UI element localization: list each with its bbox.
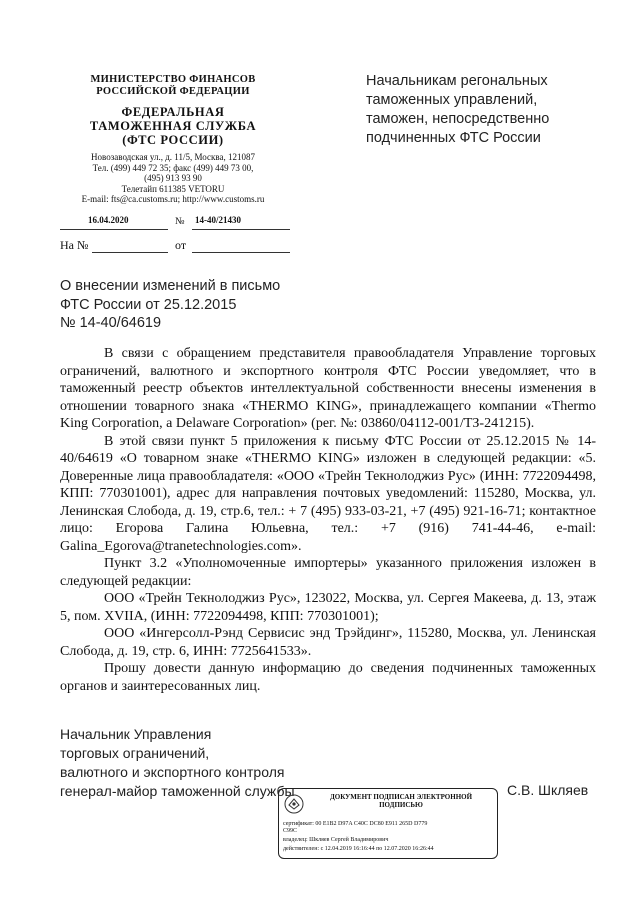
- subject-line-3: № 14-40/64619: [60, 315, 162, 331]
- registration-number: 14-40/21430: [195, 215, 241, 225]
- body-paragraph-6: Прошу довести данную информацию до сведения подчиненных таможенных органов и заинтересованных лиц.: [60, 661, 596, 694]
- registration-number-symbol: №: [175, 216, 185, 227]
- address-line-4: Телетайп 611385 VETORU: [121, 183, 225, 194]
- letter-body: [60, 345, 596, 695]
- service-address: [60, 152, 286, 205]
- signatory-line-4: генерал-майор таможенной службы: [60, 783, 295, 799]
- reference-no-underline: [92, 252, 168, 253]
- stamp-title-line-2: ПОДПИСЬЮ: [379, 801, 423, 809]
- reference-from-label: от: [175, 238, 187, 252]
- ministry-name: [60, 74, 286, 98]
- signatory-line-3: валютного и экспортного контроля: [60, 764, 285, 780]
- reference-no-label: На №: [60, 238, 89, 252]
- service-line-2: ТАМОЖЕННАЯ СЛУЖБА: [89, 119, 257, 133]
- emblem-icon: [283, 793, 305, 815]
- signatory-line-1: Начальник Управления: [60, 726, 212, 742]
- address-line-5: E-mail: fts@ca.customs.ru; http://www.customs.ru: [81, 194, 265, 204]
- address-line-3: (495) 913 93 90: [144, 173, 202, 183]
- stamp-certificate-cont: C99C: [283, 828, 298, 834]
- electronic-signature-stamp: [278, 788, 498, 859]
- stamp-title: [307, 793, 495, 809]
- body-paragraph-2: В этой связи пункт 5 приложения к письму ФТС России от 25.12.2015 № 14-40/64619 «О товарном знаке «THERMO KING» изложен в следующей редакции: «5. Доверенные лица правообладателя: «ООО «Трейн Текнолоджиз Рус» (ИНН: 7722094498, КПП: 770301001), адрес для направления почтовых уведомлений: 115280, Москва, ул. Ленинская Слобода, д. 19, стр.6, тел.: + 7 (495) 933-03-21, +7 (495) 921-16-71; контактное лицо: Егорова Галина Юльевна, тел.: +7 (916) 741-44-46, e-mail: Galina_Egorova@tranetechnologies.com».: [60, 433, 596, 554]
- body-paragraph-3: Пункт 3.2 «Уполномоченные импортеры» указанного приложения изложен в следующей редакции:: [60, 556, 596, 589]
- signatory-name: С.В. Шкляев: [507, 782, 589, 798]
- subject-line-2: ФТС России от 25.12.2015: [60, 296, 237, 313]
- signatory-title: [60, 725, 295, 801]
- recipient-line-3: таможен, непосредственно: [366, 111, 550, 127]
- number-underline: [192, 229, 290, 230]
- recipient-line-4: подчиненных ФТС России: [366, 130, 541, 146]
- letter-subject: [60, 277, 320, 333]
- reference-from-underline: [192, 252, 290, 253]
- body-paragraph-5: ООО «Ингерсолл-Рэнд Сервисис энд Трэйдинг», 115280, Москва, ул. Ленинская Слобода, д. 19, стр. 6, ИНН: 7725641533».: [60, 626, 596, 659]
- service-line-1: ФЕДЕРАЛЬНАЯ: [121, 105, 225, 119]
- stamp-owner: владелец: Шкляев Сергей Владимирович: [283, 837, 389, 843]
- service-line-3: (ФТС РОССИИ): [122, 133, 224, 147]
- body-paragraph-4: ООО «Трейн Текнолоджиз Рус», 123022, Москва, ул. Сергея Макеева, д. 13, этаж 5, пом. XVIIA, (ИНН: 7722094498, КПП: 770301001);: [60, 591, 596, 624]
- address-line-2: Тел. (499) 449 72 35; факс (499) 449 73 00,: [92, 162, 254, 173]
- stamp-validity: действителен: с 12.04.2019 16:16:44 по 12.07.2020 16:26:44: [283, 846, 434, 852]
- body-paragraph-1: В связи с обращением представителя правообладателя Управление торговых ограничений, валютного и экспортного контроля ФТС России уведомляет, что в таможенный реестр объектов интеллектуальной собственности внесены изменения в отношении товарного знака «THERMO KING», принадлежащего компании «Thermo King Corporation, a Delaware Corporation» (рег. №: 03860/04112-001/ТЗ-241215).: [60, 346, 596, 431]
- address-line-1: Новозаводская ул., д. 11/5, Москва, 121087: [91, 152, 255, 162]
- ministry-line-1: МИНИСТЕРСТВО ФИНАНСОВ: [90, 74, 256, 85]
- service-name: [60, 105, 286, 147]
- ministry-line-2: РОССИЙСКОЙ ФЕДЕРАЦИИ: [96, 86, 250, 97]
- registration-date: 16.04.2020: [88, 215, 129, 225]
- subject-line-1: О внесении изменений в письмо: [60, 278, 281, 294]
- date-underline: [60, 229, 168, 230]
- signatory-line-2: торговых ограничений,: [60, 745, 210, 761]
- stamp-title-line-1: ДОКУМЕНТ ПОДПИСАН ЭЛЕКТРОННОЙ: [329, 793, 473, 801]
- recipient-line-1: Начальникам регональных: [366, 73, 548, 89]
- stamp-certificate: сертификат: 00 E1B2 D97A C40C DC80 E911 265D D779: [283, 821, 428, 827]
- recipient-line-2: таможенных управлений,: [366, 92, 538, 108]
- recipient-block: [366, 72, 596, 148]
